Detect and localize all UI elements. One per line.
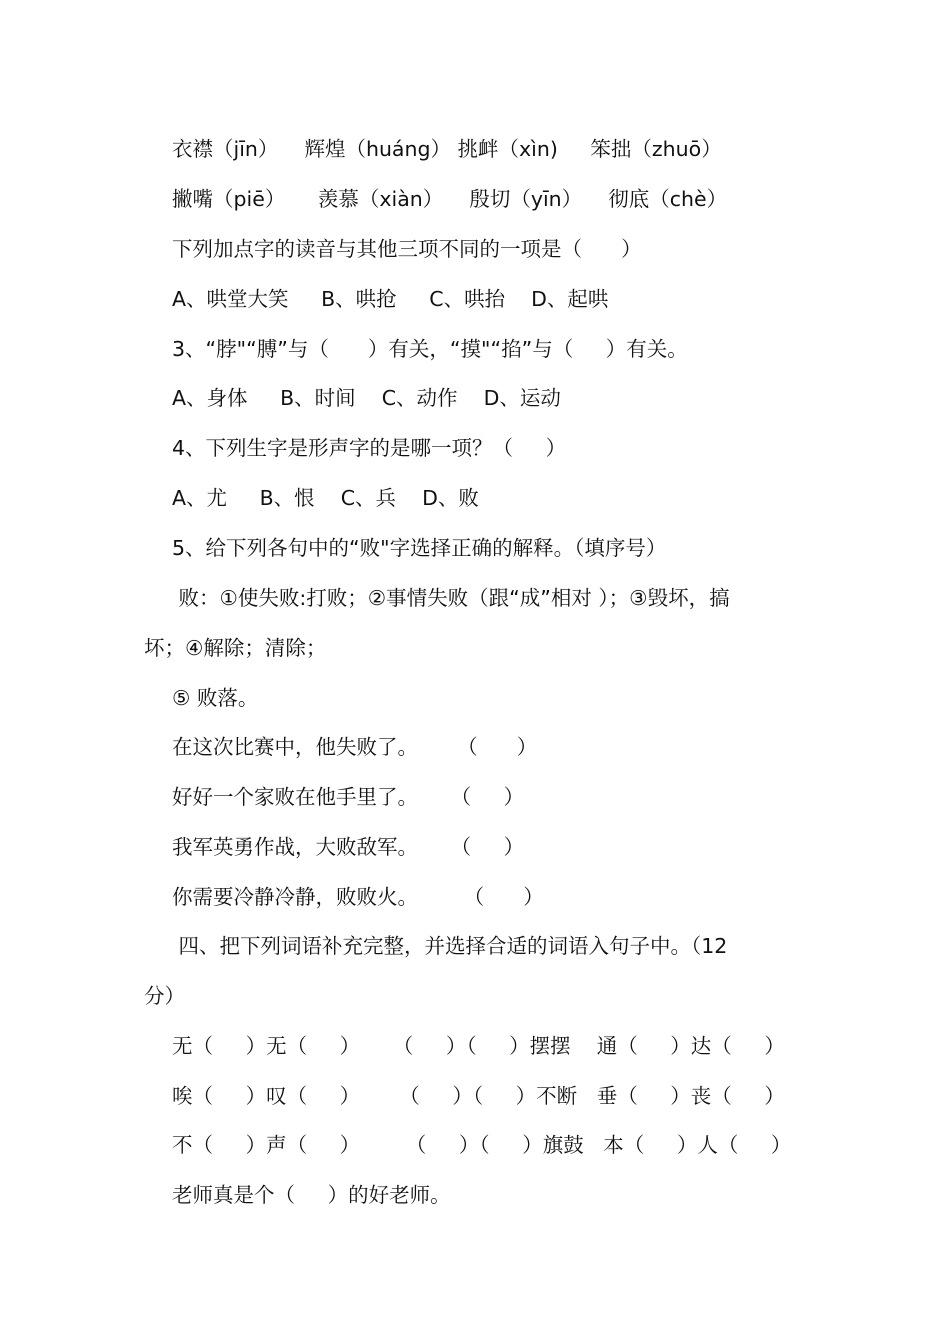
word-fill-row-1: 无（ ）无（ ） （ ）（ ）摆摆 通（ ）达（ ） [172, 1034, 785, 1058]
question-pronunciation: 下列加点字的读音与其他三项不同的一项是（ ） [172, 237, 642, 261]
pinyin-row-2: 撇嘴（piē） 羡慕（xiàn） 殷切（yīn） 彻底（chè） [172, 187, 728, 211]
word-fill-row-3: 不（ ）声（ ） （ ）（ ）旗鼓 本（ ）人（ ） [172, 1133, 792, 1157]
sentence-fill: 老师真是个（ ）的好老师。 [172, 1183, 451, 1207]
question-4: 4、下列生字是形声字的是哪一项？（ ） [172, 436, 567, 460]
sentence-4: 你需要冷静冷静，败败火。 （ ） [172, 885, 544, 909]
options-3: A、身体 B、时间 C、动作 D、运动 [172, 386, 561, 410]
section-four-heading: 四、把下列词语补充完整，并选择合适的词语入句子中。（12 [172, 934, 728, 958]
definition-line-1: 败：①使失败:打败；②事情失败（跟“成”相对 ）；③毁坏，搞 [172, 586, 730, 610]
sentence-1: 在这次比赛中，他失败了。 （ ） [172, 735, 538, 759]
options-4: A、尤 B、恨 C、兵 D、败 [172, 486, 479, 510]
definition-line-3: ⑤ 败落。 [172, 686, 259, 710]
word-fill-row-2: 唉（ ）叹（ ） （ ）（ ）不断 垂（ ）丧（ ） [172, 1084, 785, 1108]
definition-line-2: 坏；④解除；清除； [144, 636, 327, 660]
question-3: 3、“脖"“膊”与（ ）有关，“摸"“掐”与（ ）有关。 [172, 337, 688, 361]
question-5: 5、给下列各句中的“败"字选择正确的解释。（填序号） [172, 536, 667, 560]
sentence-3: 我军英勇作战，大败敌军。 （ ） [172, 835, 525, 859]
sentence-2: 好好一个家败在他手里了。 （ ） [172, 785, 525, 809]
options-pronunciation: A、哄堂大笑 B、哄抢 C、哄抬 D、起哄 [172, 287, 609, 311]
section-four-heading-cont: 分） [144, 984, 185, 1008]
pinyin-row-1: 衣襟（jīn） 辉煌（huáng） 挑衅（xìn) 笨拙（zhuō） [172, 137, 722, 161]
